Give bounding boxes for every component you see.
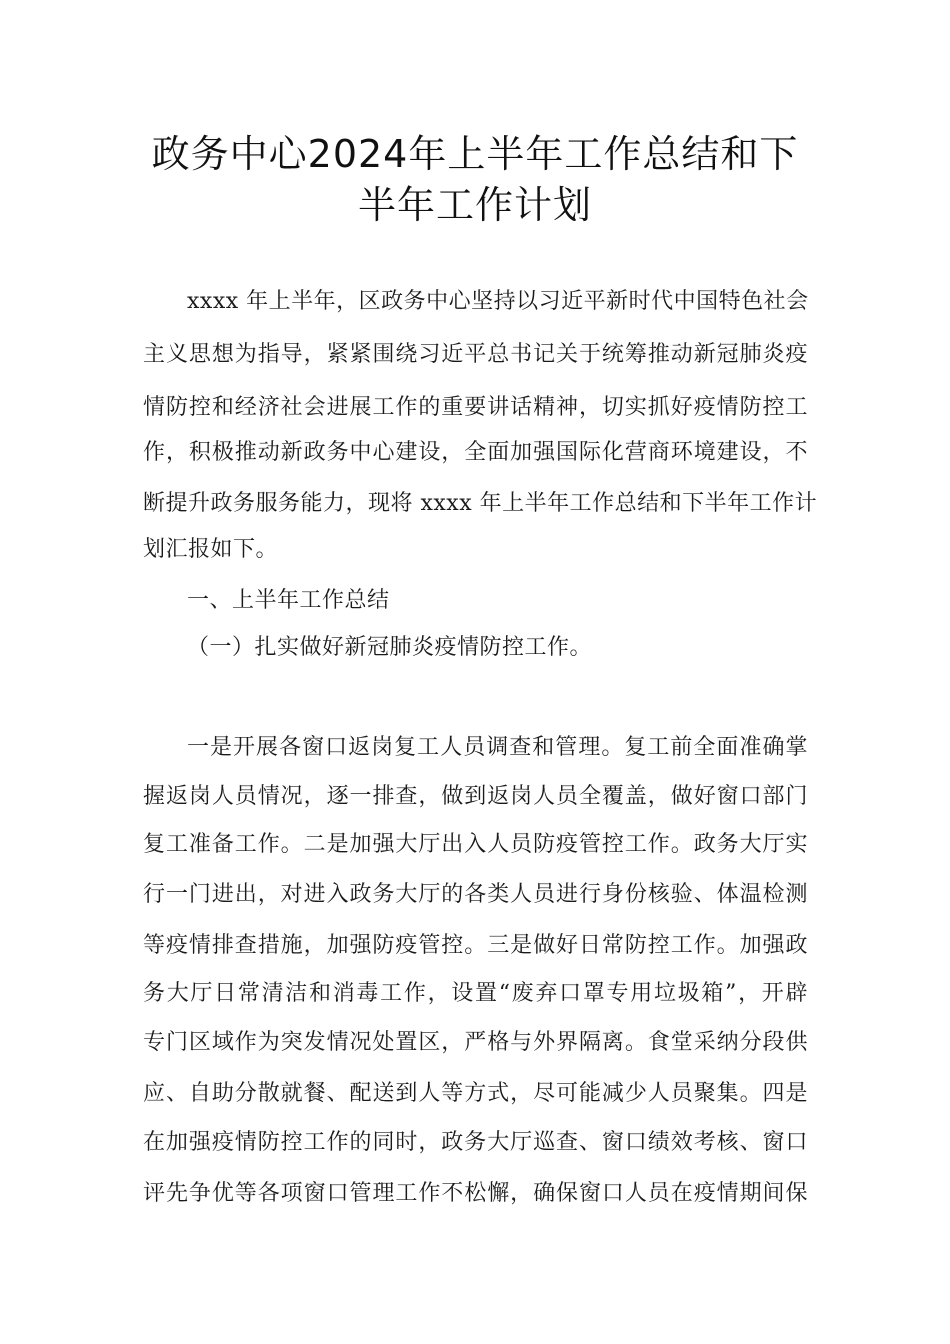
paragraph-1-line: 作，积极推动新政务中心建设，全面加强国际化营商环境建设，不 (143, 440, 808, 465)
paragraph-1-line: 划汇报如下。 (143, 537, 279, 562)
paragraph-1-line: 断提升政务服务能力，现将 xxxx 年上半年工作总结和下半年工作计 (143, 491, 818, 516)
paragraph-1-line: xxxx 年上半年，区政务中心坚持以习近平新时代中国特色社会 (187, 289, 809, 314)
paragraph-2-line: 复工准备工作。二是加强大厅出入人员防疫管控工作。政务大厅实 (143, 832, 808, 857)
document-title-line-1: 政务中心2024年上半年工作总结和下 (151, 132, 799, 176)
subsection-heading: （一）扎实做好新冠肺炎疫情防控工作。 (187, 635, 593, 660)
section-heading: 一、上半年工作总结 (187, 588, 390, 613)
paragraph-2-line: 专门区域作为突发情况处置区，严格与外界隔离。食堂采纳分段供 (143, 1030, 808, 1055)
paragraph-1-line: 情防控和经济社会进展工作的重要讲话精神，切实抓好疫情防控工 (143, 395, 808, 420)
paragraph-2-line: 一是开展各窗口返岗复工人员调查和管理。复工前全面准确掌 (187, 735, 808, 760)
paragraph-2-line: 评先争优等各项窗口管理工作不松懈，确保窗口人员在疫情期间保 (143, 1181, 808, 1206)
paragraph-2-line: 行一门进出，对进入政务大厅的各类人员进行身份核验、体温检测 (143, 882, 808, 907)
paragraph-2-line: 等疫情排查措施，加强防疫管控。三是做好日常防控工作。加强政 (143, 933, 808, 958)
paragraph-2-line: 在加强疫情防控工作的同时，政务大厅巡查、窗口绩效考核、窗口 (143, 1130, 808, 1155)
paragraph-2-line: 务大厅日常清洁和消毒工作，设置“废弃口罩专用垃圾箱”，开辟 (143, 981, 808, 1006)
document-title-line-2: 半年工作计划 (357, 183, 592, 227)
paragraph-1-line: 主义思想为指导，紧紧围绕习近平总书记关于统筹推动新冠肺炎疫 (143, 342, 808, 367)
paragraph-2-line: 握返岗人员情况，逐一排查，做到返岗人员全覆盖，做好窗口部门 (143, 784, 808, 809)
paragraph-2-line: 应、自助分散就餐、配送到人等方式，尽可能减少人员聚集。四是 (143, 1081, 808, 1106)
